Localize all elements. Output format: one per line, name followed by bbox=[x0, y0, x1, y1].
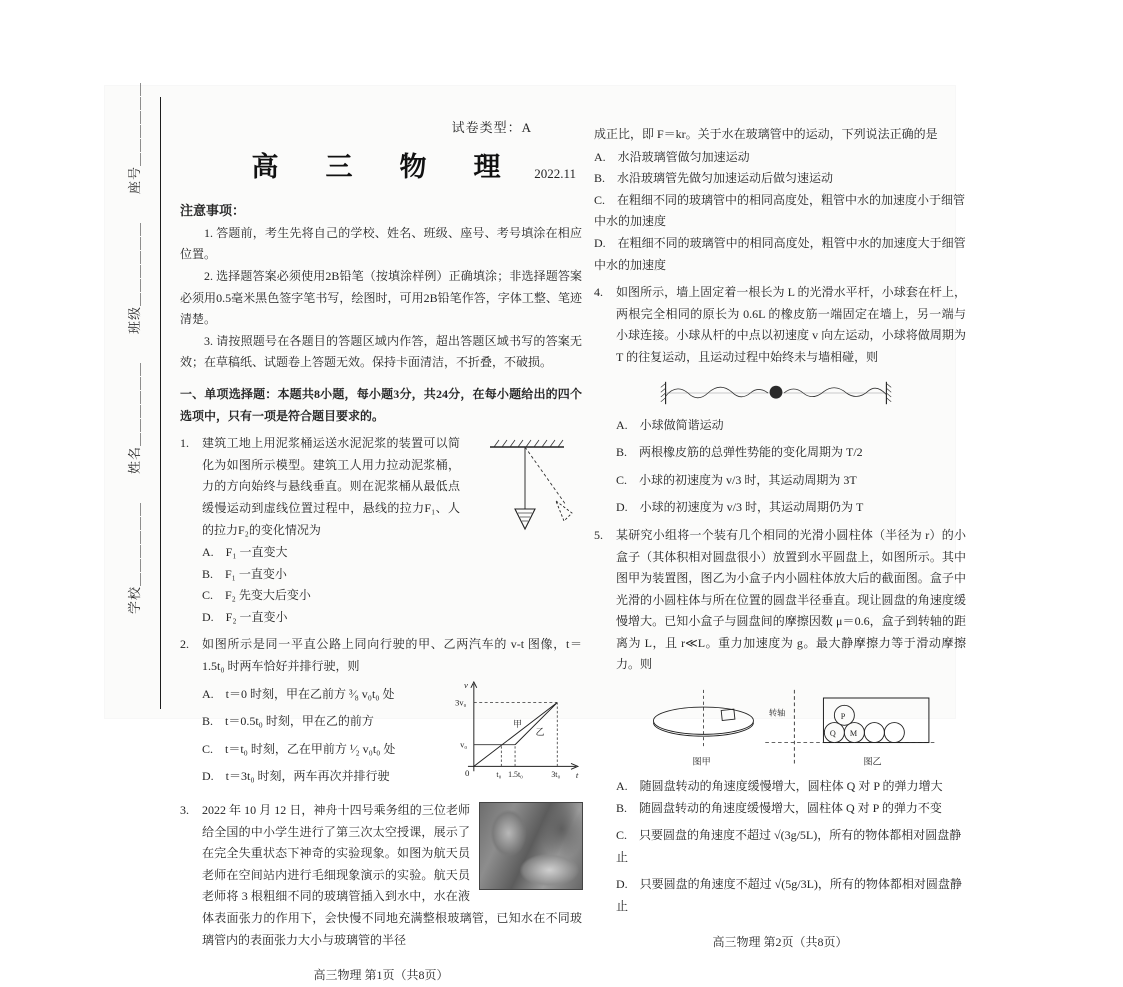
exam-date: 2022.11 bbox=[534, 166, 576, 181]
page-2-column bbox=[594, 124, 966, 953]
question-2-stem: 如图所示是同一平直公路上同向行驶的甲、乙两汽车的 v-t 图像，t＝1.5t₀ 时两车恰好并排行驶，则 bbox=[202, 637, 582, 674]
rotation-axis-label: 转轴 bbox=[768, 708, 786, 718]
option-b: B. t＝0.5t₀ 时刻，甲在乙的前方 bbox=[202, 714, 374, 729]
page-1-footer: 高三物理 第1页（共8页） bbox=[313, 968, 449, 983]
seal-divider-line bbox=[160, 97, 161, 709]
option-a: A. 水沿玻璃管做匀加速运动 bbox=[594, 149, 750, 164]
ball bbox=[770, 385, 783, 398]
question-5-options bbox=[616, 776, 966, 918]
notice-section bbox=[180, 199, 582, 374]
question-3-stem-continued: 成正比，即 F＝kr。关于水在玻璃管中的运动，下列说法正确的是 bbox=[594, 127, 938, 141]
option-c: C. 小球的初速度为 v/3 时，其运动周期为 3T bbox=[616, 472, 857, 487]
label-q: Q bbox=[829, 729, 836, 739]
option-d: D. 只要圆盘的角速度不超过 √(5g/3L)，所有的物体都相对圆盘静止 bbox=[616, 877, 962, 914]
figure-jia-caption: 图甲 bbox=[692, 756, 711, 767]
question-3-continued bbox=[594, 124, 966, 276]
label-m: M bbox=[849, 729, 858, 739]
question-3 bbox=[180, 800, 582, 951]
question-1 bbox=[180, 433, 582, 628]
t0-tick: t₀ bbox=[496, 769, 502, 779]
scanned-exam-paper bbox=[105, 81, 966, 983]
pendulum-bucket-figure bbox=[470, 435, 582, 535]
notice-item-1: 1. 答题前，考生先将自己的学校、姓名、班级、座号、考号填涂在相应位置。 bbox=[180, 225, 582, 262]
option-b: B. 随圆盘转动的角速度缓慢增大，圆柱体 Q 对 P 的弹力不变 bbox=[616, 800, 942, 815]
option-a: A. t＝0 时刻，甲在乙前方 ³⁄₈ v₀t₀ 处 bbox=[202, 686, 395, 701]
small-box bbox=[721, 709, 735, 720]
option-c: C. 只要圆盘的角速度不超过 √(3g/5L)，所有的物体都相对圆盘静止 bbox=[616, 828, 962, 864]
option-b: B. 水沿玻璃管先做匀加速运动后做匀速运动 bbox=[594, 171, 834, 186]
y-axis-label: v bbox=[464, 679, 468, 690]
left-rubber-band bbox=[666, 387, 768, 398]
question-2 bbox=[180, 634, 582, 794]
question-4 bbox=[594, 282, 966, 519]
option-c: C. t＝t₀ 时刻，乙在甲前方 ¹⁄₂ v₀t₀ 处 bbox=[202, 741, 396, 756]
question-4-options bbox=[616, 415, 966, 519]
question-1-stem: 建筑工地上用泥浆桶运送水泥泥浆的装置可以简化为如图所示模型。建筑工人用力拉动泥浆桶，力的方向始终与悬线垂直。则在泥浆桶从最低点缓慢运动到虚线位置过程中，悬线的拉力F₁、人的拉力F₂的变化情况为 bbox=[202, 436, 460, 537]
option-d: D. F₂ 一直变小 bbox=[202, 609, 288, 624]
space-station-photo bbox=[480, 803, 582, 889]
velocity-time-graph bbox=[454, 678, 582, 784]
question-4-stem: 如图所示，墙上固定着一根长为 L 的光滑水平杆，小球套在杆上，两根完全相同的原长为 0.6L 的橡皮筋一端固定在墙上，另一端与小球连接。小球从杆的中点以初速度 v 向左运动，小球将做周期为 T 的往复运动，且运动过程中始终未与墙相碰，则 bbox=[616, 285, 966, 364]
option-c: C. F₂ 先变大后变小 bbox=[202, 588, 311, 603]
option-a: A. F₁ 一直变大 bbox=[202, 545, 288, 560]
ceiling-hatch bbox=[494, 440, 563, 447]
right-wall-hatch bbox=[886, 383, 891, 401]
question-5 bbox=[594, 525, 966, 918]
title-row bbox=[180, 145, 582, 189]
bucket bbox=[515, 509, 535, 529]
question-3-options bbox=[594, 147, 966, 277]
option-a: A. 随圆盘转动的角速度缓慢增大，圆柱体 Q 对 P 的弹力增大 bbox=[616, 779, 943, 794]
notice-item-3: 3. 请按照题号在各题目的答题区域内作答，超出答题区域书写的答案无效；在草稿纸、试题卷上答题无效。保持卡面清洁，不折叠，不破损。 bbox=[180, 333, 582, 370]
page-1-column bbox=[180, 116, 582, 987]
car-yi-label: 乙 bbox=[535, 726, 545, 737]
rotating-disk-figure bbox=[638, 682, 938, 774]
rubber-band-ball-figure bbox=[656, 373, 896, 413]
bucket-dashed bbox=[556, 501, 572, 521]
notice-item-2: 2. 选择题答案必须使用2B铅笔（按填涂样例）正确填涂；非选择题答案必须用0.5毫米黑色签字笔书写，绘图时，可用2B铅笔作答，字体工整、笔迹清楚。 bbox=[180, 268, 582, 327]
option-d: D. 小球的初速度为 v/3 时，其运动周期仍为 T bbox=[616, 500, 864, 515]
string-dashed bbox=[525, 447, 566, 505]
label-p: P bbox=[840, 711, 846, 721]
figure-yi-caption: 图乙 bbox=[863, 756, 882, 767]
car-jia-label: 甲 bbox=[513, 718, 522, 729]
section-1-heading: 一、单项选择题：本题共8小题，每小题3分，共24分，在每小题给出的四个选项中，只有一项是符合题目要求的。 bbox=[180, 386, 582, 423]
option-a: A. 小球做简谐运动 bbox=[616, 417, 724, 432]
page-2-footer: 高三物理 第2页（共8页） bbox=[712, 934, 848, 949]
page-title: 高 三 物 理 bbox=[251, 152, 511, 183]
option-b: B. 两根橡皮筋的总弹性势能的变化周期为 T/2 bbox=[616, 445, 863, 460]
3v0-tick: 3v₀ bbox=[455, 698, 467, 708]
cylinder-3 bbox=[864, 723, 884, 743]
option-d: D. 在粗细不同的玻璃管中的相同高度处，粗管中水的加速度大于细管中水的加速度 bbox=[594, 235, 966, 272]
right-rubber-band bbox=[784, 387, 886, 396]
exam-type-label: 试卷类型：A bbox=[451, 120, 532, 135]
v0-tick: v₀ bbox=[460, 740, 468, 750]
1.5t0-tick: 1.5t₀ bbox=[508, 769, 523, 779]
question-1-options bbox=[202, 542, 582, 628]
left-wall-hatch bbox=[661, 383, 666, 401]
question-3-number: 3. bbox=[180, 803, 189, 818]
question-1-number: 1. bbox=[180, 436, 189, 451]
question-2-number: 2. bbox=[180, 637, 189, 652]
seal-student-info-labels: 学校＿＿＿＿＿＿ 姓名＿＿＿＿＿＿ 班级＿＿＿＿＿＿ 座号＿＿＿＿＿＿ bbox=[127, 81, 142, 614]
question-5-number: 5. bbox=[594, 527, 603, 542]
option-c: C. 在粗细不同的玻璃管中的相同高度处，粗管中水的加速度小于细管中水的加速度 bbox=[594, 192, 966, 229]
question-4-number: 4. bbox=[594, 285, 603, 300]
3t0-tick: 3t₀ bbox=[551, 769, 561, 779]
question-5-stem: 某研究小组将一个装有几个相同的光滑小圆柱体（半径为 r）的小盒子（其体积相对圆盘很小）放置到水平圆盘上，如图所示。其中图甲为装置图，图乙为小盒子内小圆柱体放大后的截面图。盒子中光滑的小圆柱体与所在位置的圆盘半径垂直。现让圆盘的角速度缓慢增大。已知小盒子与圆盘间的摩擦因数 μ＝0.6，盒子到转轴的距离为 L，且 r≪L。重力加速度为 g。最大静摩擦力等于滑动摩擦力。则 bbox=[616, 527, 966, 672]
option-b: B. F₁ 一直变小 bbox=[202, 566, 287, 581]
notice-heading: 注意事项： bbox=[180, 203, 246, 219]
cylinder-4 bbox=[884, 723, 904, 743]
x-axis-label: t bbox=[575, 769, 579, 780]
option-d: D. t＝3t₀ 时刻，两车再次并排行驶 bbox=[202, 769, 390, 784]
car-jia-line bbox=[474, 702, 557, 766]
origin-label: 0 bbox=[465, 767, 470, 778]
question-3-stem: 2022 年 10 月 12 日，神舟十四号乘务组的三位老师给全国的中小学生进行了第三次太空授课，展示了在完全失重状态下神奇的实验现象。如图为航天员老师在空间站内进行毛细现象演示的实验。航天员老师将 3 根粗细不同的玻璃管插入到水中，水在液体表面张力的作用下，会快慢不同地充满整根玻璃管，已知水在不同玻璃管内的表面张力大小与玻璃管的半径 bbox=[202, 803, 582, 947]
